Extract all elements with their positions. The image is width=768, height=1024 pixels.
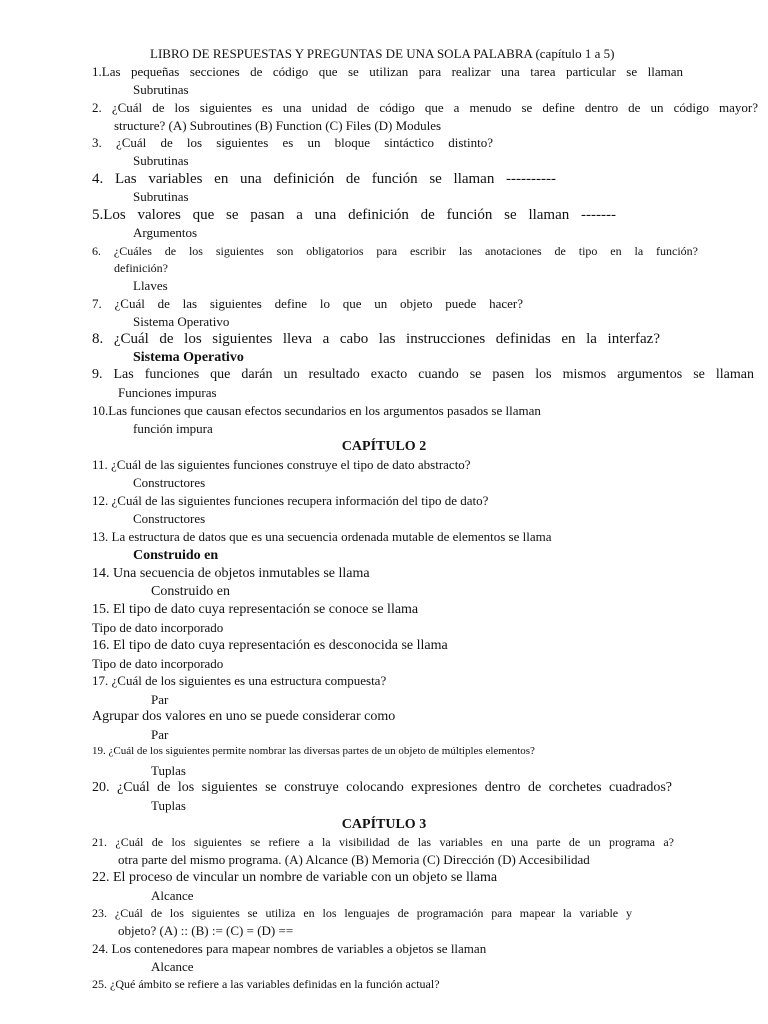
question-12: 12. ¿Cuál de las siguientes funciones recupera información del tipo de dato? <box>92 493 489 508</box>
answer-11: Constructores <box>133 475 206 490</box>
question-3: 3. ¿Cuál de los siguientes es un bloque sintáctico distinto? <box>92 135 493 150</box>
chapter-2-heading: CAPÍTULO 2 <box>341 439 427 454</box>
answer-22: Alcance <box>151 888 194 903</box>
question-15: 15. El tipo de dato cuya representación se conoce se llama <box>92 602 419 617</box>
answer-13: Construido en <box>133 548 219 563</box>
answer-5: Argumentos <box>133 225 198 240</box>
answer-10: función impura <box>133 421 213 436</box>
question-2: 2. ¿Cuál de los siguientes es una unidad de código que a menudo se define dentro de un código mayor? <box>92 100 758 115</box>
answer-15: Tipo de dato incorporado <box>92 620 224 635</box>
question-17: 17. ¿Cuál de los siguientes es una estructura compuesta? <box>92 673 387 688</box>
question-6: 6. ¿Cuáles de los siguientes son obligatorios para escribir las anotaciones de tipo en la función? <box>92 244 698 258</box>
question-7: 7. ¿Cuál de las siguientes define lo que un objeto puede hacer? <box>92 296 523 311</box>
question-25: 25. ¿Qué ámbito se refiere a las variables definidas en la función actual? <box>92 977 440 991</box>
answer-1: Subrutinas <box>133 82 189 97</box>
answer-3: Subrutinas <box>133 153 189 168</box>
question-16: 16. El tipo de dato cuya representación es desconocida se llama <box>92 638 448 653</box>
answer-19: Tuplas <box>151 763 186 778</box>
question-13: 13. La estructura de datos que es una secuencia ordenada mutable de elementos se llama <box>92 529 552 544</box>
chapter-3-heading: CAPÍTULO 3 <box>341 817 427 832</box>
answer-6: Llaves <box>133 278 168 293</box>
answer-9: Funciones impuras <box>118 385 217 400</box>
question-23: 23. ¿Cuál de los siguientes se utiliza en los lenguajes de programación para mapear la variable y <box>92 906 632 920</box>
answer-16: Tipo de dato incorporado <box>92 656 224 671</box>
question-19: 19. ¿Cuál de los siguientes permite nombrar las diversas partes de un objeto de múltiples elementos? <box>92 745 535 757</box>
question-9: 9. Las funciones que darán un resultado exacto cuando se pasen los mismos argumentos se llaman <box>92 367 754 382</box>
question-11: 11. ¿Cuál de las siguientes funciones construye el tipo de dato abstracto? <box>92 457 471 472</box>
question-6-continuation: definición? <box>114 261 168 275</box>
question-4: 4. Las variables en una definición de función se llaman ---------- <box>92 171 556 187</box>
question-10: 10.Las funciones que causan efectos secundarios en los argumentos pasados se llaman <box>92 403 541 418</box>
answer-24: Alcance <box>151 959 194 974</box>
question-8: 8. ¿Cuál de los siguientes lleva a cabo las instrucciones definidas en la interfaz? <box>92 331 660 347</box>
document-title: LIBRO DE RESPUESTAS Y PREGUNTAS DE UNA SOLA PALABRA (capítulo 1 a 5) <box>150 46 615 61</box>
answer-4: Subrutinas <box>133 189 189 204</box>
question-18: Agrupar dos valores en uno se puede considerar como <box>92 709 396 724</box>
question-21-continuation: otra parte del mismo programa. (A) Alcance (B) Memoria (C) Dirección (D) Accesibilidad <box>118 852 590 867</box>
question-14: 14. Una secuencia de objetos inmutables se llama <box>92 566 370 581</box>
answer-14: Construido en <box>151 584 230 599</box>
answer-17: Par <box>151 692 169 707</box>
question-21: 21. ¿Cuál de los siguientes se refiere a la visibilidad de las variables en una parte de un programa a? <box>92 835 674 849</box>
question-20: 20. ¿Cuál de los siguientes se construye colocando expresiones dentro de corchetes cuadrados? <box>92 780 672 795</box>
answer-12: Constructores <box>133 511 206 526</box>
answer-20: Tuplas <box>151 798 186 813</box>
question-5: 5.Los valores que se pasan a una definición de función se llaman ------- <box>92 207 616 223</box>
answer-7: Sistema Operativo <box>133 314 230 329</box>
answer-18: Par <box>151 727 169 742</box>
question-1: 1.Las pequeñas secciones de código que se utilizan para realizar una tarea particular se llaman <box>92 64 683 79</box>
question-24: 24. Los contenedores para mapear nombres de variables a objetos se llaman <box>92 941 487 956</box>
question-2-continuation: structure? (A) Subroutines (B) Function (C) Files (D) Modules <box>114 118 442 133</box>
question-22: 22. El proceso de vincular un nombre de variable con un objeto se llama <box>92 870 498 885</box>
answer-8: Sistema Operativo <box>133 350 244 365</box>
question-23-continuation: objeto? (A) :: (B) := (C) = (D) == <box>118 923 294 938</box>
